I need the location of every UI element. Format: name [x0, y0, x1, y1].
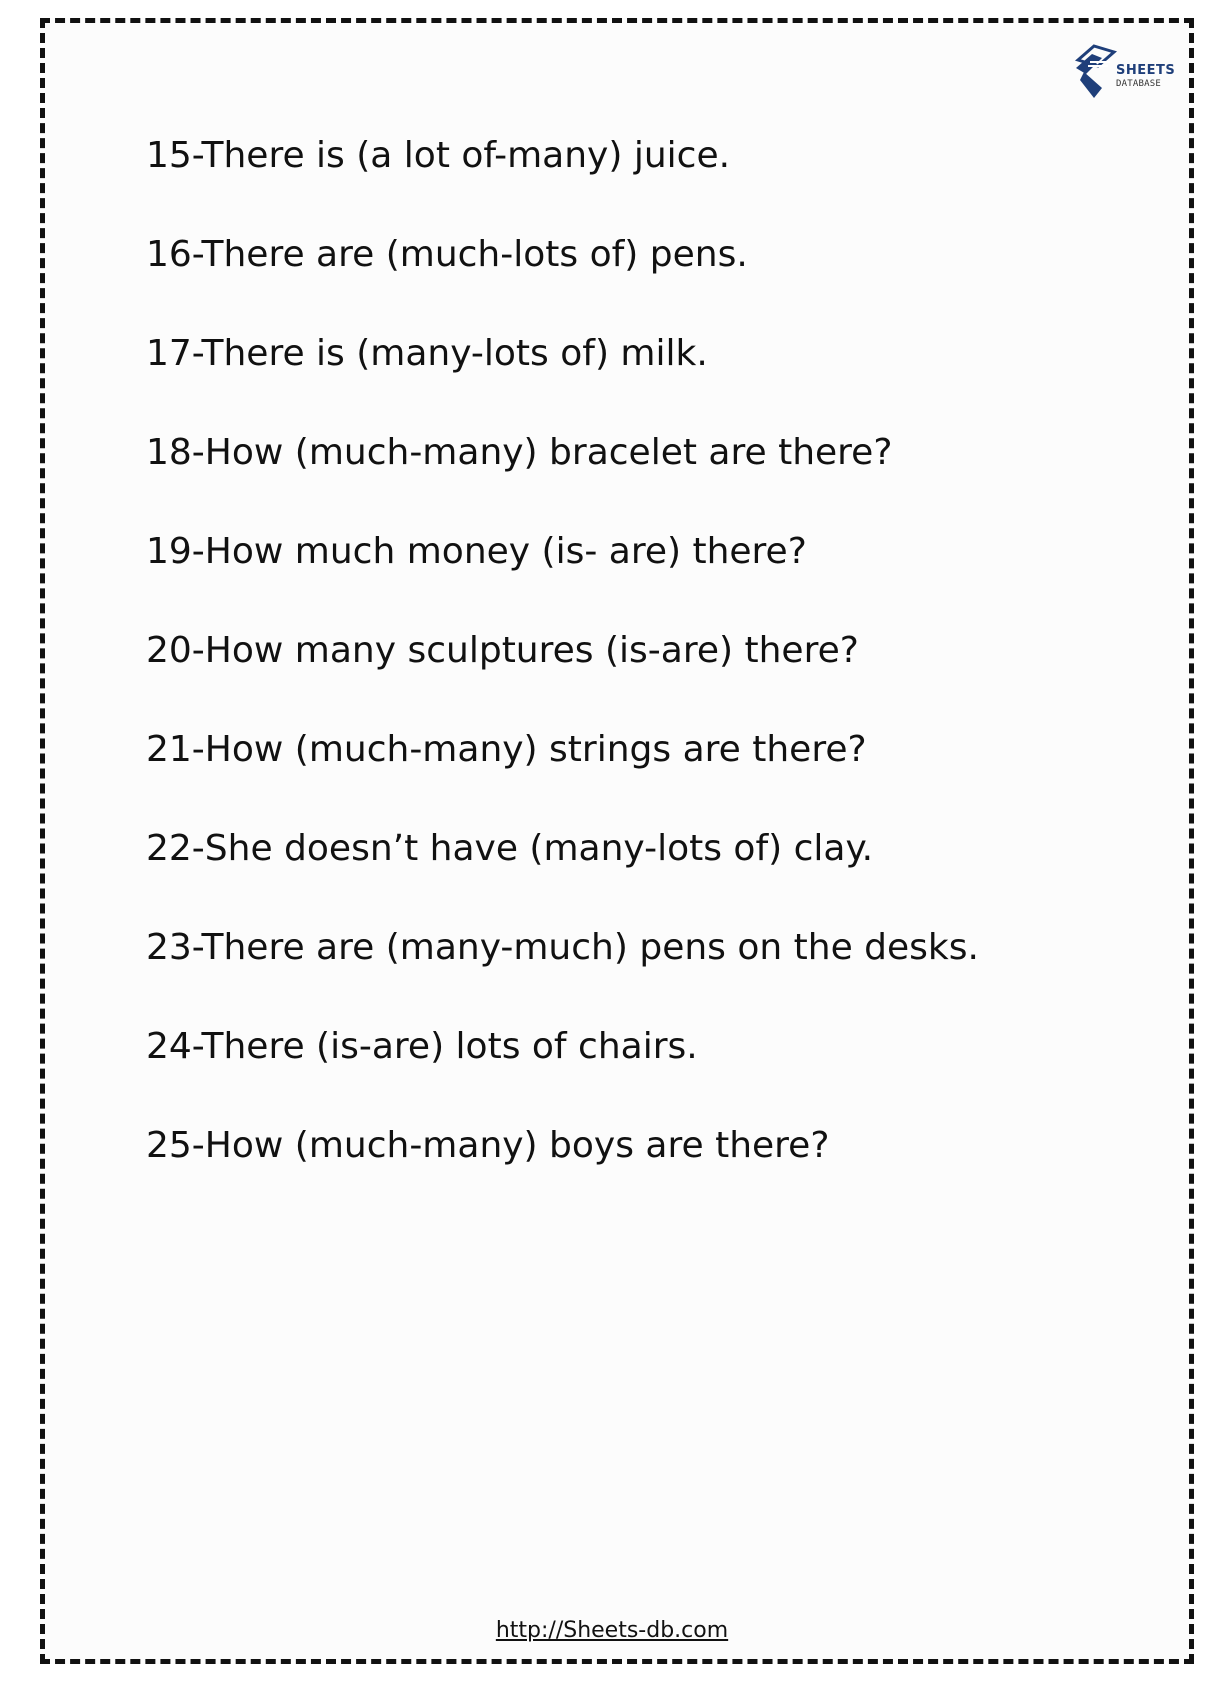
- question-item: 21-How (much-many) strings are there?: [146, 729, 867, 770]
- question-item: 20-How many sculptures (is-are) there?: [146, 630, 859, 671]
- question-item: 24-There (is-are) lots of chairs.: [146, 1026, 698, 1067]
- question-item: 15-There is (a lot of-many) juice.: [146, 135, 731, 176]
- sheets-database-logo: [1072, 42, 1182, 106]
- question-item: 17-There is (many-lots of) milk.: [146, 333, 708, 374]
- website-link[interactable]: http://Sheets-db.com: [495, 1618, 729, 1643]
- question-list: [146, 124, 979, 1213]
- question-item: 18-How (much-many) bracelet are there?: [146, 432, 893, 473]
- sheets-logo-icon: [1072, 42, 1118, 102]
- question-item: 16-There are (much-lots of) pens.: [146, 234, 748, 275]
- question-item: 25-How (much-many) boys are there?: [146, 1125, 830, 1166]
- logo-subtitle: DATABASE: [1116, 79, 1161, 89]
- logo-title: SHEETS: [1116, 63, 1176, 78]
- question-item: 19-How much money (is- are) there?: [146, 531, 807, 572]
- question-item: 22-She doesn’t have (many-lots of) clay.: [146, 828, 874, 869]
- question-item: 23-There are (many-much) pens on the desks.: [146, 927, 979, 968]
